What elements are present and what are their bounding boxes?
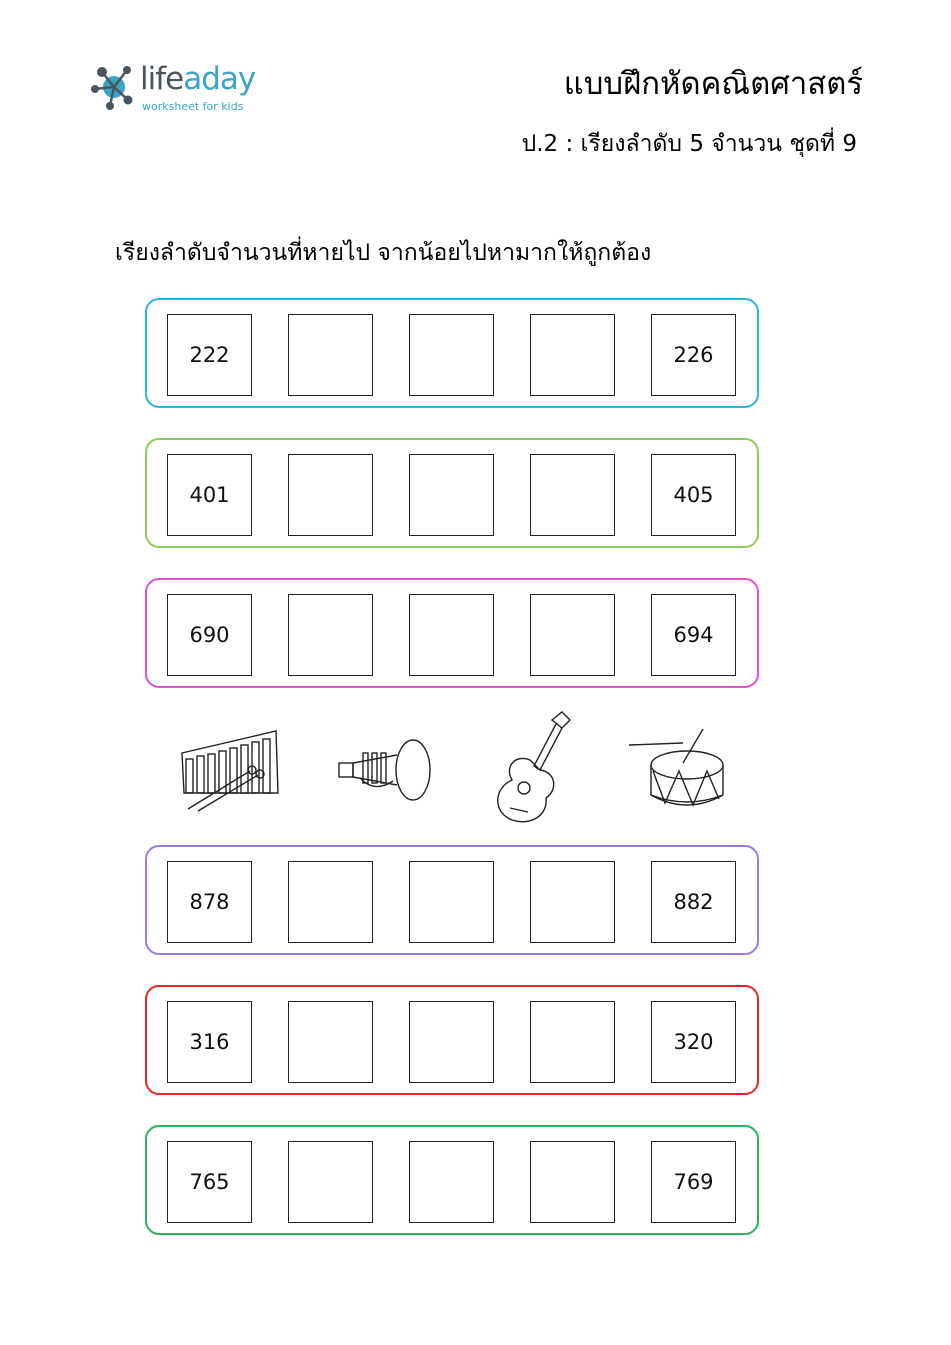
number-box: 320 xyxy=(651,1001,736,1083)
number-row-1 xyxy=(145,298,759,408)
answer-box[interactable] xyxy=(530,1001,615,1083)
answer-box[interactable] xyxy=(409,1141,494,1223)
answer-box[interactable] xyxy=(409,314,494,396)
answer-box[interactable] xyxy=(530,314,615,396)
number-box: 882 xyxy=(651,861,736,943)
worksheet-subtitle: ป.2 : เรียงลำดับ 5 จำนวน ชุดที่ 9 xyxy=(521,131,857,157)
answer-box[interactable] xyxy=(409,594,494,676)
worksheet-title: แบบฝึกหัดคณิตศาสตร์ xyxy=(563,66,863,102)
number-box: 765 xyxy=(167,1141,252,1223)
number-box: 222 xyxy=(167,314,252,396)
answer-box[interactable] xyxy=(530,861,615,943)
number-box: 690 xyxy=(167,594,252,676)
instruction-text: เรียงลำดับจำนวนที่หายไป จากน้อยไปหามากให้ถูกต้อง xyxy=(115,240,652,266)
answer-box[interactable] xyxy=(530,594,615,676)
guitar-icon xyxy=(490,710,575,825)
drum-icon xyxy=(625,723,745,818)
number-row-4 xyxy=(145,845,759,955)
xylophone-icon xyxy=(178,723,290,813)
number-box: 405 xyxy=(651,454,736,536)
answer-box[interactable] xyxy=(409,1001,494,1083)
number-row-3 xyxy=(145,578,759,688)
instrument-illustrations xyxy=(150,705,760,825)
trumpet-icon xyxy=(335,735,435,805)
number-row-6 xyxy=(145,1125,759,1235)
answer-box[interactable] xyxy=(288,861,373,943)
number-row-2 xyxy=(145,438,759,548)
number-box: 226 xyxy=(651,314,736,396)
logo-tagline: worksheet for kids xyxy=(142,100,244,113)
lifeaday-logo xyxy=(90,60,280,120)
answer-box[interactable] xyxy=(288,1001,373,1083)
answer-box[interactable] xyxy=(288,594,373,676)
answer-box[interactable] xyxy=(530,454,615,536)
answer-box[interactable] xyxy=(409,454,494,536)
answer-box[interactable] xyxy=(409,861,494,943)
molecule-logo-icon xyxy=(90,62,138,112)
answer-box[interactable] xyxy=(288,314,373,396)
answer-box[interactable] xyxy=(530,1141,615,1223)
number-row-5 xyxy=(145,985,759,1095)
number-box: 878 xyxy=(167,861,252,943)
number-box: 401 xyxy=(167,454,252,536)
answer-box[interactable] xyxy=(288,1141,373,1223)
answer-box[interactable] xyxy=(288,454,373,536)
number-box: 694 xyxy=(651,594,736,676)
number-box: 316 xyxy=(167,1001,252,1083)
logo-wordmark: lifeaday xyxy=(140,61,256,97)
number-box: 769 xyxy=(651,1141,736,1223)
